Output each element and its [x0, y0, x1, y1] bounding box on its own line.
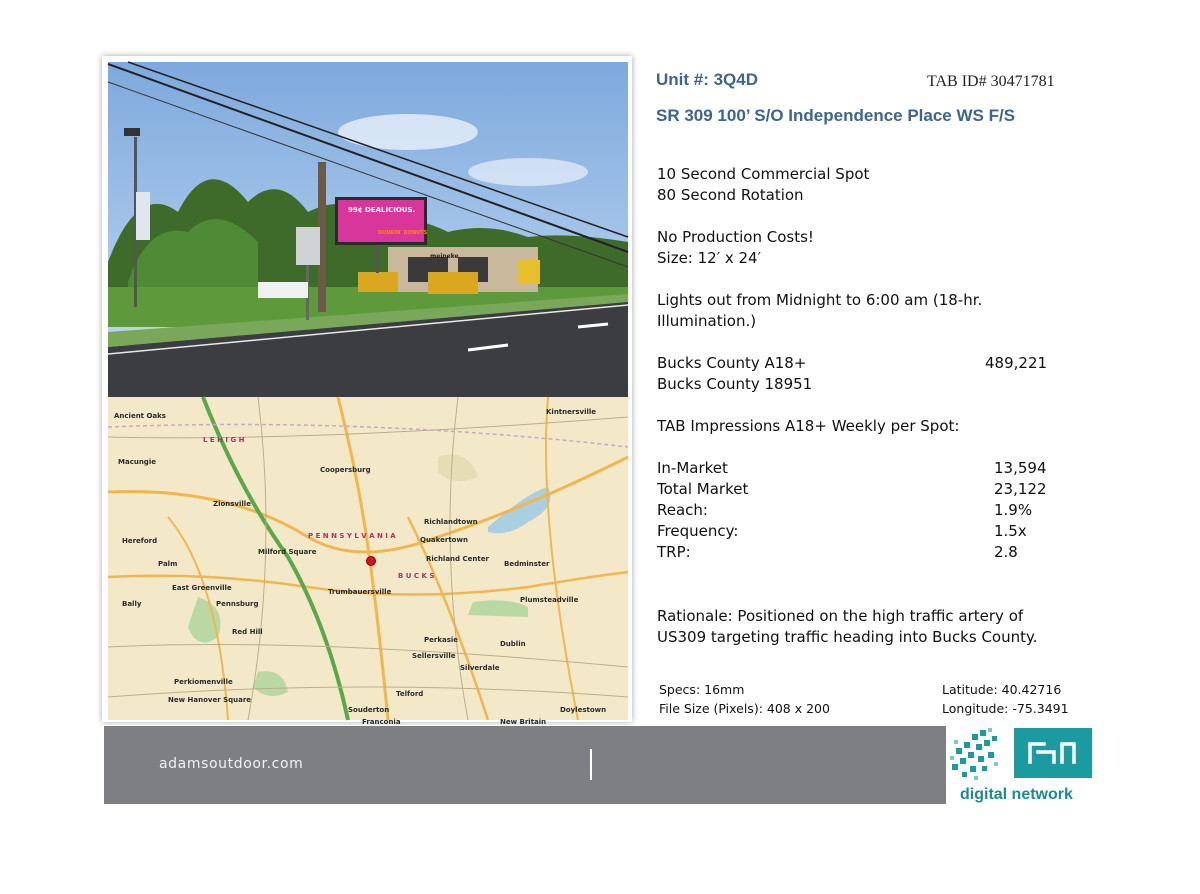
map-town-label: Quakertown — [420, 536, 468, 544]
billboard-photo-illustration — [108, 62, 628, 397]
unit-number: Unit #: 3Q4D — [656, 70, 759, 89]
impressions-label-in-market: In-Market — [657, 459, 728, 477]
impressions-value-trp: 2.8 — [994, 543, 1018, 561]
location-marker — [367, 557, 376, 566]
map-town-label: Trumbauersville — [328, 588, 392, 596]
impressions-label-total-market: Total Market — [657, 480, 749, 498]
pixel-logo-icon — [948, 726, 1098, 786]
map-town-label: Richlandtown — [424, 518, 478, 526]
map-town-label: Milford Square — [258, 548, 317, 556]
footer-website-link[interactable]: adamsoutdoor.com — [159, 756, 304, 772]
impressions-value-reach: 1.9% — [994, 501, 1033, 519]
map-town-label: Bally — [122, 600, 142, 608]
shop-sign: meineke — [430, 253, 459, 260]
map-town-label: Bedminster — [504, 560, 550, 568]
billboard-brand: DUNKIN' DONUTS — [378, 230, 428, 236]
map-town-label: B U C K S — [398, 572, 435, 580]
impressions-value-frequency: 1.5x — [994, 522, 1027, 540]
map-town-label: Ancient Oaks — [114, 412, 166, 420]
specs-latitude: Latitude: 40.42716 — [942, 682, 1062, 697]
impressions-label-trp: TRP: — [657, 543, 691, 561]
impressions-label-frequency: Frequency: — [657, 522, 739, 540]
map-town-label: Macungie — [118, 458, 156, 466]
map-town-label: Franconia — [362, 718, 401, 726]
map-town-label: Zionsville — [213, 500, 251, 508]
map-town-label: Pennsburg — [216, 600, 259, 608]
location-map — [108, 397, 628, 726]
rationale-line-2: US309 targeting traffic heading into Bucks County. — [657, 628, 1038, 646]
map-town-label: Red Hill — [232, 628, 263, 636]
map-illustration — [108, 397, 628, 726]
map-town-label: Plumsteadville — [520, 596, 579, 604]
footer-divider — [590, 749, 592, 780]
spot-rotation: 80 Second Rotation — [657, 186, 804, 204]
map-town-label: Telford — [396, 690, 424, 698]
map-town-label: Coopersburg — [320, 466, 371, 474]
specs-size: Specs: 16mm — [659, 682, 745, 697]
logo-text: digital network — [960, 786, 1073, 803]
map-town-label: New Britain — [500, 718, 547, 726]
board-size: Size: 12′ x 24′ — [657, 249, 762, 267]
impressions-label-reach: Reach: — [657, 501, 708, 519]
map-town-label: Perkiomenville — [174, 678, 233, 686]
map-town-label: L E H I G H — [203, 436, 245, 444]
billboard-headline: 99¢ DEALICIOUS. — [348, 206, 416, 214]
map-town-label: New Hanover Square — [168, 696, 252, 704]
map-town-label: Doylestown — [560, 706, 607, 714]
map-town-label: P E N N S Y L V A N I A — [308, 532, 396, 540]
map-town-label: East Greenville — [172, 584, 232, 592]
impressions-heading: TAB Impressions A18+ Weekly per Spot: — [657, 417, 960, 435]
production-costs: No Production Costs! — [657, 228, 814, 246]
location-photo — [108, 62, 628, 397]
map-town-label: Perkasie — [424, 636, 459, 644]
county-zip-label: Bucks County 18951 — [657, 375, 813, 393]
impressions-value-total-market: 23,122 — [994, 480, 1047, 498]
location-title: SR 309 100’ S/O Independence Place WS F/S — [656, 106, 1016, 125]
impressions-value-in-market: 13,594 — [994, 459, 1047, 477]
map-town-label: Palm — [158, 560, 178, 568]
county-population-value: 489,221 — [985, 354, 1048, 372]
illumination-line-1: Lights out from Midnight to 6:00 am (18-hr. — [657, 291, 983, 309]
map-town-label: Hereford — [122, 537, 158, 545]
map-town-label: Kintnersville — [546, 408, 597, 416]
specs-file-size: File Size (Pixels): 408 x 200 — [659, 701, 830, 716]
tab-id: TAB ID# 30471781 — [927, 73, 1055, 90]
map-town-label: Sellersville — [412, 652, 456, 660]
specs-longitude: Longitude: -75.3491 — [942, 701, 1069, 716]
map-town-label: Souderton — [348, 706, 390, 714]
rationale-line-1: Rationale: Positioned on the high traffic artery of — [657, 607, 1024, 625]
illumination-line-2: Illumination.) — [657, 312, 757, 330]
map-town-label: Dublin — [500, 640, 526, 648]
map-town-label: Silverdale — [460, 664, 500, 672]
map-town-label: Richland Center — [426, 555, 489, 563]
county-population-label: Bucks County A18+ — [657, 354, 807, 372]
spot-length: 10 Second Commercial Spot — [657, 165, 870, 183]
